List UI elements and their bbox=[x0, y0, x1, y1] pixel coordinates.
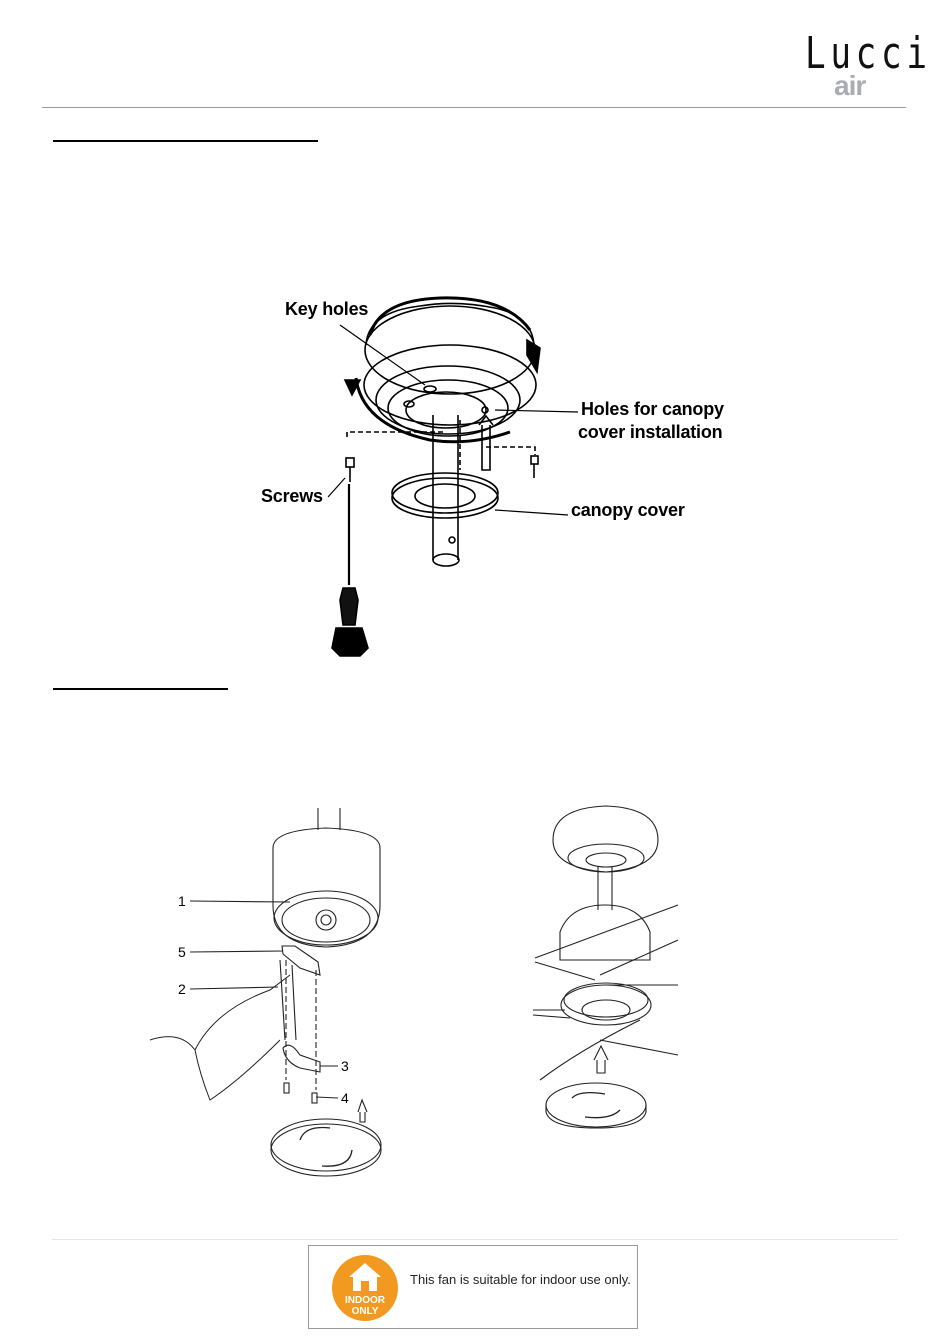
brand-logo-air: air bbox=[834, 70, 866, 101]
label-screws: Screws bbox=[261, 486, 323, 506]
badge-text-indoor: INDOOR bbox=[345, 1295, 385, 1306]
badge-text-only: ONLY bbox=[351, 1306, 379, 1317]
indoor-notice-text: This fan is suitable for indoor use only. bbox=[410, 1272, 631, 1287]
indoor-only-badge bbox=[331, 1254, 399, 1322]
callout-3: 3 bbox=[341, 1058, 349, 1074]
callout-5: 5 bbox=[178, 944, 186, 960]
label-key-holes: Key holes bbox=[285, 299, 369, 319]
callout-2: 2 bbox=[178, 981, 186, 997]
label-canopy-cover: canopy cover bbox=[571, 500, 685, 520]
indoor-use-notice bbox=[308, 1245, 638, 1329]
label-holes-canopy-1: Holes for canopy bbox=[581, 399, 724, 419]
label-holes-canopy-2: cover installation bbox=[578, 422, 723, 442]
brand-logo-lucci: Lucci bbox=[805, 28, 932, 79]
footer-divider bbox=[52, 1239, 898, 1240]
callout-4: 4 bbox=[341, 1090, 349, 1106]
callout-1: 1 bbox=[178, 893, 186, 909]
